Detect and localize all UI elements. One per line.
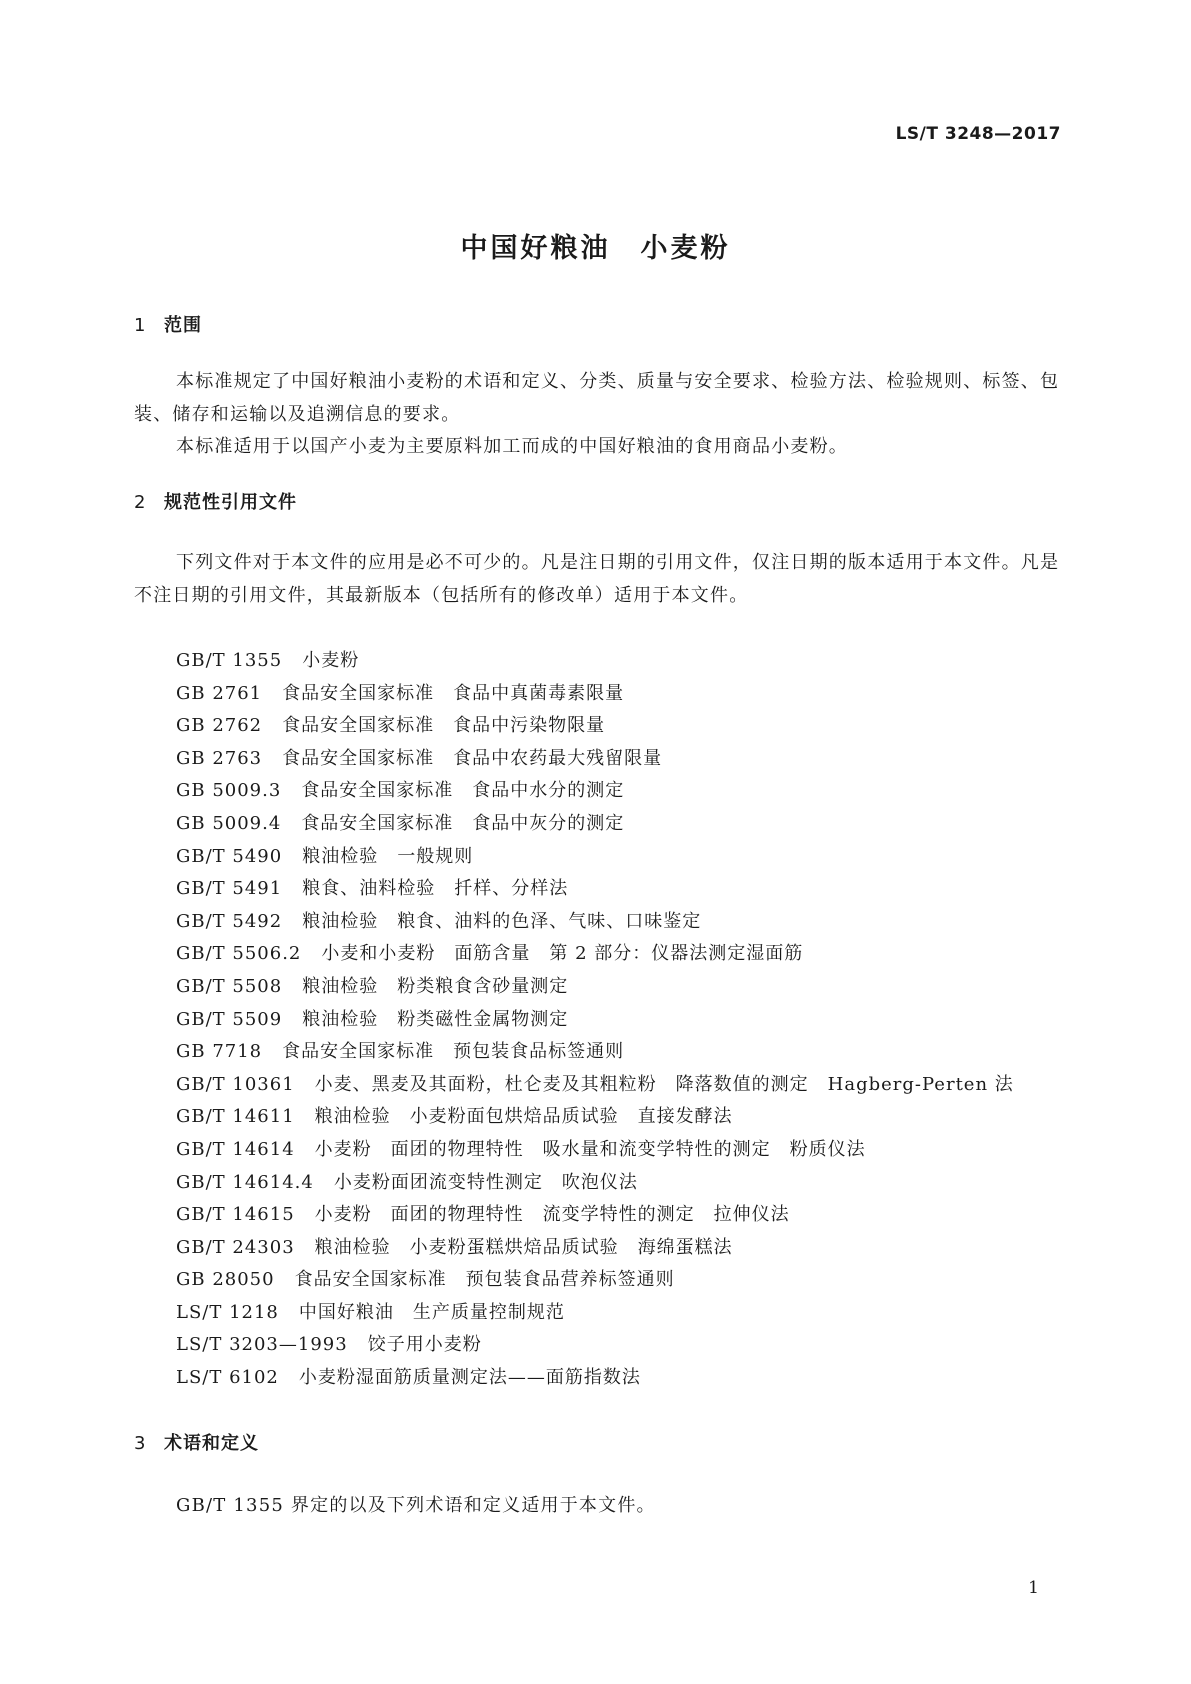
reference-item <box>176 841 1014 874</box>
section-2-heading <box>134 488 297 514</box>
section-3-heading <box>134 1429 259 1455</box>
reference-code: GB/T 14614.4 <box>176 1171 314 1193</box>
section-2-intro: 下列文件对于本文件的应用是必不可少的。凡是注日期的引用文件，仅注日期的版本适用于本文件。凡是不注日期的引用文件，其最新版本（包括所有的修改单）适用于本文件。 <box>134 552 1060 606</box>
reference-item <box>176 645 1014 678</box>
reference-item <box>176 1134 1014 1167</box>
reference-title: 食品安全国家标准 食品中真菌毒素限量 <box>282 682 625 704</box>
reference-title: 小麦粉 <box>302 650 360 671</box>
reference-item <box>176 1232 1014 1265</box>
section-number: 1 <box>134 315 147 336</box>
reference-title: 小麦粉 面团的物理特性 流变学特性的测定 拉伸仪法 <box>314 1204 790 1226</box>
reference-item <box>176 1101 1014 1134</box>
reference-code: GB 5009.3 <box>176 780 282 802</box>
reference-title: 小麦粉面团流变特性测定 吹泡仪法 <box>333 1171 638 1193</box>
reference-item <box>176 1297 1014 1330</box>
reference-code: GB/T 5508 <box>176 975 283 997</box>
document-code: LS/T 3248—2017 <box>895 124 1061 144</box>
reference-code: GB 7718 <box>176 1041 263 1063</box>
reference-code: GB/T 5509 <box>176 1008 283 1030</box>
section-title: 术语和定义 <box>164 1433 259 1454</box>
reference-title: 小麦粉湿面筋质量测定法——面筋指数法 <box>298 1367 641 1389</box>
reference-title: 食品安全国家标准 预包装食品营养标签通则 <box>294 1269 675 1291</box>
section-1-paragraph-1: 本标准规定了中国好粮油小麦粉的术语和定义、分类、质量与安全要求、检验方法、检验规则、标签、包装、储存和运输以及追溯信息的要求。 <box>134 371 1060 425</box>
reference-code: GB/T 5506.2 <box>176 943 302 965</box>
reference-code: GB/T 1355 <box>176 650 283 671</box>
reference-code: GB 28050 <box>176 1269 275 1291</box>
reference-item <box>176 1329 1014 1362</box>
reference-item <box>176 743 1014 776</box>
reference-item <box>176 1069 1014 1102</box>
reference-title: 食品安全国家标准 食品中灰分的测定 <box>301 812 625 834</box>
reference-title: 粮油检验 小麦粉蛋糕烘焙品质试验 海绵蛋糕法 <box>314 1236 733 1258</box>
reference-title: 小麦粉 面团的物理特性 吸水量和流变学特性的测定 粉质仪法 <box>314 1138 866 1160</box>
section-1-heading <box>134 311 202 337</box>
reference-item <box>176 1036 1014 1069</box>
reference-title: 粮油检验 粉类粮食含砂量测定 <box>302 975 569 997</box>
section-number: 2 <box>134 492 147 513</box>
reference-item <box>176 938 1014 971</box>
reference-item <box>176 775 1014 808</box>
reference-title: 粮食、油料检验 扦样、分样法 <box>302 878 569 900</box>
reference-title: 小麦、黑麦及其面粉，杜仑麦及其粗粒粉 降落数值的测定 Hagberg-Perten 法 <box>314 1073 1014 1095</box>
reference-code: GB/T 14611 <box>176 1106 295 1128</box>
reference-title: 粮油检验 粉类磁性金属物测定 <box>302 1008 569 1030</box>
reference-item <box>176 710 1014 743</box>
reference-title: 粮油检验 粮食、油料的色泽、气味、口味鉴定 <box>302 910 702 932</box>
reference-code: GB/T 5490 <box>176 845 283 867</box>
document-title: 中国好粮油 小麦粉 <box>460 233 731 264</box>
reference-code: GB 2763 <box>176 747 263 769</box>
section-number: 3 <box>134 1433 147 1454</box>
reference-item <box>176 873 1014 906</box>
section-1-paragraph-2: 本标准适用于以国产小麦为主要原料加工而成的中国好粮油的食用商品小麦粉。 <box>176 436 848 457</box>
reference-item <box>176 906 1014 939</box>
reference-item <box>176 1362 1014 1395</box>
reference-title: 中国好粮油 生产质量控制规范 <box>298 1301 565 1323</box>
reference-title: 食品安全国家标准 预包装食品标签通则 <box>282 1041 625 1063</box>
reference-code: LS/T 3203—1993 <box>176 1334 348 1356</box>
section-title: 范围 <box>164 315 202 336</box>
reference-code: GB/T 10361 <box>176 1073 295 1095</box>
reference-item <box>176 1167 1014 1200</box>
page-number: 1 <box>1028 1578 1039 1598</box>
reference-item <box>176 1264 1014 1297</box>
normative-references-list <box>176 645 1014 1395</box>
reference-code: GB/T 24303 <box>176 1236 295 1258</box>
reference-code: GB/T 5491 <box>176 878 283 900</box>
reference-code: GB 2761 <box>176 682 263 704</box>
reference-title: 食品安全国家标准 食品中水分的测定 <box>301 780 625 802</box>
reference-code: GB/T 14615 <box>176 1204 295 1226</box>
reference-title: 粮油检验 一般规则 <box>302 845 474 867</box>
reference-item <box>176 808 1014 841</box>
section-title: 规范性引用文件 <box>164 492 297 513</box>
reference-item <box>176 971 1014 1004</box>
reference-title: 食品安全国家标准 食品中污染物限量 <box>282 715 606 737</box>
reference-title: 食品安全国家标准 食品中农药最大残留限量 <box>282 747 663 769</box>
reference-title: 小麦和小麦粉 面筋含量 第 2 部分：仪器法测定湿面筋 <box>321 943 804 965</box>
reference-item <box>176 1004 1014 1037</box>
reference-code: LS/T 6102 <box>176 1367 279 1389</box>
reference-code: GB 5009.4 <box>176 812 282 834</box>
reference-item <box>176 678 1014 711</box>
reference-code: GB 2762 <box>176 715 263 737</box>
reference-code: GB/T 5492 <box>176 910 283 932</box>
reference-title: 饺子用小麦粉 <box>367 1334 482 1356</box>
reference-title: 粮油检验 小麦粉面包烘焙品质试验 直接发酵法 <box>314 1106 733 1128</box>
reference-code: LS/T 1218 <box>176 1301 279 1323</box>
reference-code: GB/T 14614 <box>176 1138 295 1160</box>
section-3-paragraph: GB/T 1355 界定的以及下列术语和定义适用于本文件。 <box>176 1495 656 1516</box>
reference-item <box>176 1199 1014 1232</box>
